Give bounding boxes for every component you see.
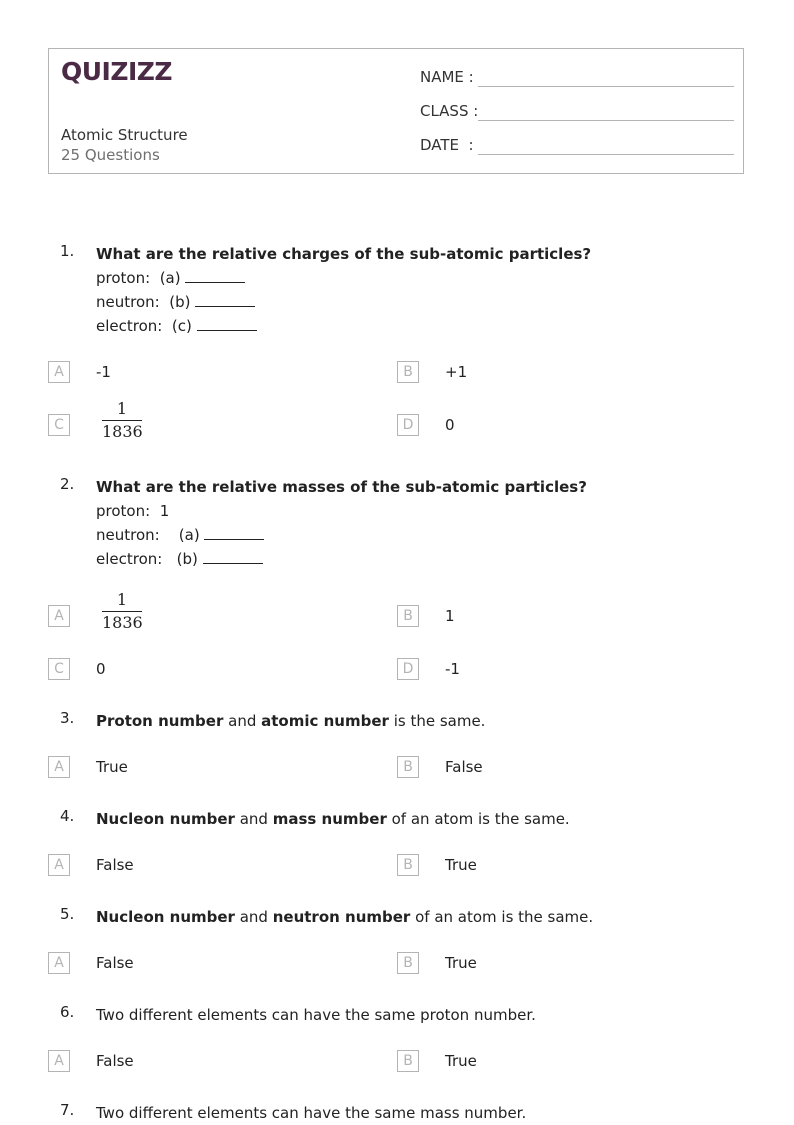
option-a[interactable]: [48, 361, 348, 387]
option-text: 0: [96, 660, 106, 678]
option-a[interactable]: [48, 1050, 348, 1076]
line-label: electron: (c): [96, 317, 197, 335]
question-number: 5.: [60, 905, 75, 923]
option-letter: A: [48, 952, 70, 974]
option-text: False: [96, 856, 134, 874]
question-text: Two different elements can have the same mass number.: [96, 1104, 527, 1122]
option-b[interactable]: [397, 854, 697, 880]
answer-blank[interactable]: [197, 318, 257, 331]
fraction-denominator: 1836: [102, 613, 143, 632]
option-letter: D: [397, 414, 419, 436]
answer-line: [96, 523, 587, 547]
fraction-denominator: 1836: [102, 422, 143, 441]
fraction-numerator: 1: [116, 399, 128, 418]
date-field[interactable]: [420, 133, 734, 157]
answer-line: [96, 547, 587, 571]
worksheet-header: [48, 48, 744, 174]
question-number: 1.: [60, 242, 75, 260]
answer-line: [96, 290, 591, 314]
worksheet-title: Atomic Structure: [61, 126, 188, 144]
option-a[interactable]: [48, 854, 348, 880]
text-part: of an atom is the same.: [386, 810, 570, 828]
option-a[interactable]: [48, 952, 348, 978]
option-letter: C: [48, 658, 70, 680]
option-d[interactable]: [397, 658, 697, 684]
bold-term: Nucleon number: [96, 908, 235, 926]
text-part: and: [223, 712, 262, 730]
option-text: True: [445, 1052, 477, 1070]
question-text: [96, 807, 570, 831]
option-b[interactable]: [397, 605, 697, 631]
question-number: 3.: [60, 709, 75, 727]
bold-term: atomic number: [261, 712, 389, 730]
option-b[interactable]: [397, 361, 697, 387]
option-c[interactable]: [48, 658, 348, 684]
answer-line: [96, 499, 587, 523]
text-part: and: [234, 908, 273, 926]
option-text: False: [96, 954, 134, 972]
option-text: False: [96, 1052, 134, 1070]
answer-line: [96, 266, 591, 290]
question-text: [96, 905, 593, 929]
line-label: proton: (a): [96, 269, 186, 287]
class-label: CLASS :: [420, 102, 479, 120]
option-letter: A: [48, 1050, 70, 1072]
text-part: is the same.: [388, 712, 486, 730]
answer-blank[interactable]: [195, 294, 255, 307]
quizizz-logo: QUIZIZZ: [61, 57, 173, 86]
question-text: [96, 475, 587, 571]
option-a[interactable]: [48, 590, 348, 632]
date-label: DATE :: [420, 136, 474, 154]
option-text: True: [445, 954, 477, 972]
question-number: 2.: [60, 475, 75, 493]
text-part: and: [234, 810, 273, 828]
bold-term: neutron number: [272, 908, 411, 926]
answer-blank[interactable]: [185, 270, 245, 283]
question-prompt: What are the relative masses of the sub-atomic particles?: [96, 478, 587, 496]
answer-line: [96, 314, 591, 338]
option-letter: A: [48, 756, 70, 778]
class-line[interactable]: [478, 120, 734, 121]
option-a[interactable]: [48, 756, 348, 782]
class-field[interactable]: [420, 99, 734, 123]
question-number: 4.: [60, 807, 75, 825]
bold-term: Nucleon number: [96, 810, 235, 828]
name-field[interactable]: [420, 65, 734, 89]
bold-term: mass number: [272, 810, 387, 828]
date-line[interactable]: [478, 154, 734, 155]
answer-blank[interactable]: [203, 551, 263, 564]
question-prompt: What are the relative charges of the sub-atomic particles?: [96, 245, 592, 263]
question-text: [96, 242, 591, 338]
option-letter: A: [48, 361, 70, 383]
option-letter: B: [397, 756, 419, 778]
option-c[interactable]: [48, 399, 348, 441]
answer-blank[interactable]: [204, 527, 264, 540]
question-text: Two different elements can have the same proton number.: [96, 1006, 536, 1024]
option-text: 0: [445, 416, 455, 434]
line-label: electron: (b): [96, 550, 203, 568]
text-part: of an atom is the same.: [410, 908, 594, 926]
question-number: 7.: [60, 1101, 75, 1119]
option-text: False: [445, 758, 483, 776]
option-letter: A: [48, 854, 70, 876]
bold-term: Proton number: [96, 712, 224, 730]
line-label: proton: 1: [96, 502, 170, 520]
option-b[interactable]: [397, 1050, 697, 1076]
option-letter: C: [48, 414, 70, 436]
option-letter: B: [397, 952, 419, 974]
name-line[interactable]: [478, 86, 734, 87]
option-letter: A: [48, 605, 70, 627]
option-letter: B: [397, 605, 419, 627]
option-text: +1: [445, 363, 468, 381]
option-b[interactable]: [397, 952, 697, 978]
line-label: neutron: (a): [96, 526, 205, 544]
option-text: True: [445, 856, 477, 874]
question-number: 6.: [60, 1003, 75, 1021]
option-d[interactable]: [397, 414, 697, 440]
fraction-numerator: 1: [116, 590, 128, 609]
option-text: -1: [96, 363, 111, 381]
question-text: [96, 709, 485, 733]
option-letter: B: [397, 361, 419, 383]
option-text: -1: [445, 660, 460, 678]
fraction: [102, 589, 142, 634]
option-text: 1: [445, 607, 455, 625]
line-label: neutron: (b): [96, 293, 196, 311]
option-letter: B: [397, 854, 419, 876]
question-count: 25 Questions: [61, 146, 160, 164]
option-text: True: [96, 758, 128, 776]
option-letter: B: [397, 1050, 419, 1072]
name-label: NAME :: [420, 68, 474, 86]
option-letter: D: [397, 658, 419, 680]
fraction: [102, 398, 142, 443]
option-b[interactable]: [397, 756, 697, 782]
